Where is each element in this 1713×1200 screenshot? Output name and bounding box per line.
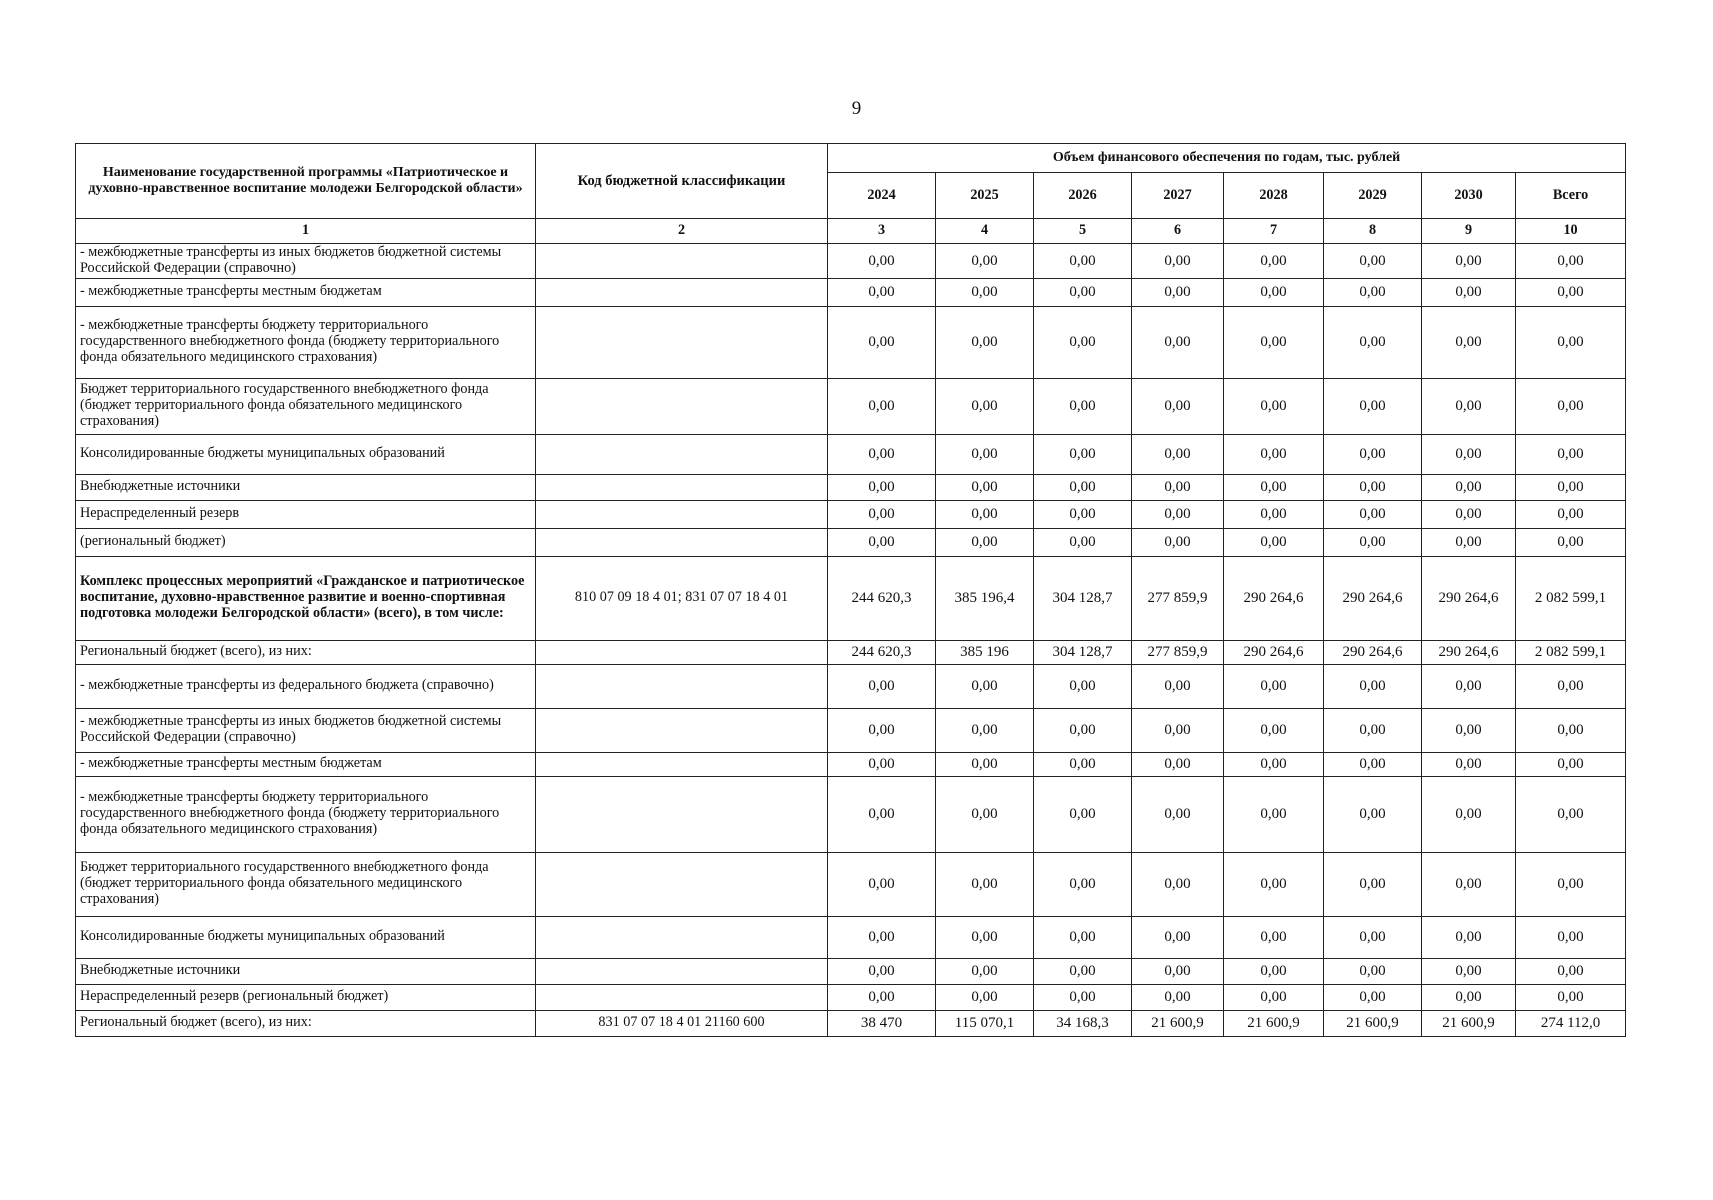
header-year-7: Всего [1516,173,1626,219]
row-name: Бюджет территориального государственного внебюджетного фонда (бюджет территориального фонда обязательного медицинского страхования) [76,378,536,434]
row-value-2029: 0,00 [1324,500,1422,528]
row-value-2027: 0,00 [1132,708,1224,752]
header-year-5: 2029 [1324,173,1422,219]
row-value-2030: 0,00 [1422,474,1516,500]
row-budget-code: 810 07 09 18 4 01; 831 07 07 18 4 01 [536,556,828,640]
row-value-Всего: 0,00 [1516,852,1626,916]
row-value-2026: 304 128,7 [1034,556,1132,640]
row-value-2029: 0,00 [1324,916,1422,958]
row-value-2027: 277 859,9 [1132,640,1224,664]
row-value-2024: 0,00 [828,916,936,958]
table-row [76,378,1626,434]
table-row [76,708,1626,752]
table-row [76,916,1626,958]
row-value-2026: 0,00 [1034,306,1132,378]
row-value-2029: 0,00 [1324,306,1422,378]
row-value-2030: 290 264,6 [1422,556,1516,640]
table-row [76,278,1626,306]
row-value-2030: 0,00 [1422,500,1516,528]
row-value-2030: 0,00 [1422,306,1516,378]
row-value-Всего: 0,00 [1516,474,1626,500]
financing-table [75,143,1626,1037]
row-value-2024: 0,00 [828,776,936,852]
row-name: Внебюджетные источники [76,474,536,500]
row-value-2027: 0,00 [1132,378,1224,434]
row-value-2028: 290 264,6 [1224,640,1324,664]
page-number: 9 [851,98,862,119]
row-value-2027: 0,00 [1132,916,1224,958]
row-value-2028: 0,00 [1224,434,1324,474]
row-value-2024: 0,00 [828,500,936,528]
row-budget-code [536,378,828,434]
row-name: - межбюджетные трансферты местным бюджетам [76,752,536,776]
row-value-Всего: 0,00 [1516,528,1626,556]
row-value-2026: 0,00 [1034,916,1132,958]
row-value-2030: 0,00 [1422,244,1516,279]
row-value-2029: 0,00 [1324,852,1422,916]
row-value-2029: 290 264,6 [1324,556,1422,640]
row-value-2028: 0,00 [1224,378,1324,434]
row-value-2024: 0,00 [828,664,936,708]
row-value-2026: 0,00 [1034,708,1132,752]
row-value-2024: 0,00 [828,378,936,434]
row-value-2028: 0,00 [1224,528,1324,556]
row-budget-code [536,640,828,664]
row-value-Всего: 0,00 [1516,434,1626,474]
row-name: Региональный бюджет (всего), из них: [76,1010,536,1036]
row-budget-code [536,752,828,776]
header-budget-code: Код бюджетной классификации [536,144,828,219]
row-value-2024: 0,00 [828,852,936,916]
row-value-2027: 0,00 [1132,752,1224,776]
row-value-Всего: 0,00 [1516,958,1626,984]
row-value-2028: 290 264,6 [1224,556,1324,640]
row-value-2024: 0,00 [828,306,936,378]
row-budget-code [536,916,828,958]
row-budget-code [536,958,828,984]
column-number-9: 10 [1516,219,1626,244]
row-name: Региональный бюджет (всего), из них: [76,640,536,664]
row-value-2026: 0,00 [1034,474,1132,500]
row-value-Всего: 0,00 [1516,752,1626,776]
row-value-2028: 0,00 [1224,474,1324,500]
row-value-2029: 0,00 [1324,278,1422,306]
row-value-2026: 0,00 [1034,984,1132,1010]
row-value-2024: 0,00 [828,278,936,306]
table-body [76,244,1626,1037]
row-value-2025: 0,00 [936,434,1034,474]
row-name: - межбюджетные трансферты из иных бюджетов бюджетной системы Российской Федерации (справочно) [76,708,536,752]
row-value-2028: 0,00 [1224,852,1324,916]
row-name: Бюджет территориального государственного внебюджетного фонда (бюджет территориального фонда обязательного медицинского страхования) [76,852,536,916]
row-value-2024: 0,00 [828,528,936,556]
row-value-2029: 0,00 [1324,752,1422,776]
row-budget-code [536,852,828,916]
row-value-2028: 0,00 [1224,278,1324,306]
row-value-2026: 0,00 [1034,776,1132,852]
row-value-2027: 0,00 [1132,984,1224,1010]
row-value-2026: 304 128,7 [1034,640,1132,664]
row-name: - межбюджетные трансферты местным бюджетам [76,278,536,306]
row-name: Консолидированные бюджеты муниципальных образований [76,434,536,474]
header-program-name: Наименование государственной программы «Патриотическое и духовно-нравственное воспитание молодежи Белгородской области» [76,144,536,219]
header-year-0: 2024 [828,173,936,219]
row-value-2029: 0,00 [1324,708,1422,752]
row-value-2027: 0,00 [1132,474,1224,500]
row-budget-code: 831 07 07 18 4 01 21160 600 [536,1010,828,1036]
table-row [76,958,1626,984]
row-value-2026: 0,00 [1034,378,1132,434]
row-value-2029: 0,00 [1324,958,1422,984]
row-value-2030: 0,00 [1422,708,1516,752]
row-value-2029: 0,00 [1324,434,1422,474]
row-value-2028: 0,00 [1224,708,1324,752]
row-budget-code [536,776,828,852]
row-value-Всего: 0,00 [1516,708,1626,752]
row-name: Комплекс процессных мероприятий «Гражданское и патриотическое воспитание, духовно-нравственное развитие и военно-спортивная подготовка молодежи Белгородской области» (всего), в том числе: [76,556,536,640]
row-budget-code [536,278,828,306]
row-value-2025: 0,00 [936,984,1034,1010]
row-value-2024: 38 470 [828,1010,936,1036]
row-name: - межбюджетные трансферты бюджету территориального государственного внебюджетного фонда (бюджету территориального фонда обязательного медицинского страхования) [76,776,536,852]
row-name: Нераспределенный резерв [76,500,536,528]
table-row [76,776,1626,852]
row-value-2026: 0,00 [1034,244,1132,279]
row-value-2027: 277 859,9 [1132,556,1224,640]
row-budget-code [536,434,828,474]
row-value-2028: 0,00 [1224,752,1324,776]
header-year-4: 2028 [1224,173,1324,219]
row-value-2026: 0,00 [1034,528,1132,556]
row-budget-code [536,708,828,752]
row-value-2030: 0,00 [1422,916,1516,958]
row-value-2024: 0,00 [828,958,936,984]
row-value-Всего: 0,00 [1516,306,1626,378]
column-number-1: 2 [536,219,828,244]
column-number-3: 4 [936,219,1034,244]
row-value-2029: 0,00 [1324,474,1422,500]
row-value-2025: 0,00 [936,378,1034,434]
row-value-2030: 21 600,9 [1422,1010,1516,1036]
row-name: - межбюджетные трансферты из федерального бюджета (справочно) [76,664,536,708]
table-row [76,434,1626,474]
row-value-2025: 0,00 [936,776,1034,852]
row-value-2027: 0,00 [1132,306,1224,378]
row-value-2029: 21 600,9 [1324,1010,1422,1036]
row-value-2030: 0,00 [1422,852,1516,916]
row-value-2028: 0,00 [1224,984,1324,1010]
row-budget-code [536,664,828,708]
row-value-2029: 290 264,6 [1324,640,1422,664]
header-year-2: 2026 [1034,173,1132,219]
row-name: - межбюджетные трансферты из иных бюджетов бюджетной системы Российской Федерации (справочно) [76,244,536,279]
row-value-2025: 0,00 [936,244,1034,279]
row-value-2026: 0,00 [1034,500,1132,528]
row-value-2029: 0,00 [1324,244,1422,279]
row-value-2027: 0,00 [1132,278,1224,306]
row-value-2025: 0,00 [936,306,1034,378]
row-value-Всего: 0,00 [1516,984,1626,1010]
row-value-Всего: 0,00 [1516,244,1626,279]
row-value-2030: 0,00 [1422,664,1516,708]
table-row [76,474,1626,500]
row-value-2030: 0,00 [1422,984,1516,1010]
header-year-1: 2025 [936,173,1034,219]
row-value-Всего: 0,00 [1516,378,1626,434]
row-value-2028: 0,00 [1224,664,1324,708]
row-value-2025: 0,00 [936,664,1034,708]
row-value-2028: 0,00 [1224,776,1324,852]
row-value-2027: 0,00 [1132,528,1224,556]
table-row [76,752,1626,776]
row-value-Всего: 0,00 [1516,916,1626,958]
row-value-2030: 0,00 [1422,278,1516,306]
table-row [76,528,1626,556]
row-value-2027: 0,00 [1132,958,1224,984]
row-value-2025: 0,00 [936,528,1034,556]
column-number-4: 5 [1034,219,1132,244]
row-budget-code [536,244,828,279]
row-value-2030: 0,00 [1422,528,1516,556]
column-number-6: 7 [1224,219,1324,244]
row-value-2030: 0,00 [1422,776,1516,852]
table-row [76,852,1626,916]
table-row [76,1010,1626,1036]
row-value-2025: 0,00 [936,278,1034,306]
row-value-2029: 0,00 [1324,664,1422,708]
row-value-2027: 0,00 [1132,434,1224,474]
header-funding-group: Объем финансового обеспечения по годам, тыс. рублей [828,144,1626,173]
row-value-2026: 0,00 [1034,664,1132,708]
row-value-2025: 0,00 [936,958,1034,984]
row-value-2025: 0,00 [936,474,1034,500]
row-value-2029: 0,00 [1324,378,1422,434]
row-value-2030: 0,00 [1422,752,1516,776]
row-value-2024: 0,00 [828,984,936,1010]
column-number-7: 8 [1324,219,1422,244]
row-value-2027: 0,00 [1132,500,1224,528]
table-row [76,664,1626,708]
row-value-Всего: 2 082 599,1 [1516,640,1626,664]
row-value-2025: 385 196 [936,640,1034,664]
row-value-2025: 0,00 [936,752,1034,776]
row-value-2026: 0,00 [1034,958,1132,984]
row-value-2027: 0,00 [1132,664,1224,708]
header-year-6: 2030 [1422,173,1516,219]
row-name: - межбюджетные трансферты бюджету территориального государственного внебюджетного фонда (бюджету территориального фонда обязательного медицинского страхования) [76,306,536,378]
row-value-Всего: 274 112,0 [1516,1010,1626,1036]
row-value-2028: 21 600,9 [1224,1010,1324,1036]
row-value-2024: 0,00 [828,752,936,776]
row-value-2030: 0,00 [1422,378,1516,434]
row-value-2027: 0,00 [1132,244,1224,279]
table-row [76,640,1626,664]
row-name: Консолидированные бюджеты муниципальных образований [76,916,536,958]
row-value-2027: 0,00 [1132,852,1224,916]
row-value-2028: 0,00 [1224,500,1324,528]
table-row [76,984,1626,1010]
header-year-3: 2027 [1132,173,1224,219]
row-value-2026: 0,00 [1034,752,1132,776]
row-value-2027: 21 600,9 [1132,1010,1224,1036]
row-value-Всего: 0,00 [1516,664,1626,708]
table-row [76,500,1626,528]
column-numbers-row [76,219,1626,244]
row-value-2025: 0,00 [936,500,1034,528]
row-value-2028: 0,00 [1224,306,1324,378]
column-number-0: 1 [76,219,536,244]
row-budget-code [536,474,828,500]
row-value-2030: 290 264,6 [1422,640,1516,664]
row-value-2029: 0,00 [1324,528,1422,556]
row-value-Всего: 0,00 [1516,278,1626,306]
row-value-2026: 34 168,3 [1034,1010,1132,1036]
row-value-2028: 0,00 [1224,958,1324,984]
row-value-2029: 0,00 [1324,984,1422,1010]
row-value-2026: 0,00 [1034,434,1132,474]
row-budget-code [536,984,828,1010]
row-budget-code [536,500,828,528]
row-name: (региональный бюджет) [76,528,536,556]
row-value-2025: 385 196,4 [936,556,1034,640]
row-name: Внебюджетные источники [76,958,536,984]
row-value-2024: 0,00 [828,708,936,752]
table-row [76,556,1626,640]
row-name: Нераспределенный резерв (региональный бюджет) [76,984,536,1010]
column-number-2: 3 [828,219,936,244]
row-value-2024: 0,00 [828,434,936,474]
column-number-5: 6 [1132,219,1224,244]
row-value-2028: 0,00 [1224,916,1324,958]
row-value-2024: 0,00 [828,244,936,279]
row-value-2025: 115 070,1 [936,1010,1034,1036]
row-value-2024: 0,00 [828,474,936,500]
row-budget-code [536,306,828,378]
column-number-8: 9 [1422,219,1516,244]
row-value-2025: 0,00 [936,916,1034,958]
row-value-2026: 0,00 [1034,852,1132,916]
table-row [76,306,1626,378]
row-value-2030: 0,00 [1422,434,1516,474]
table-row [76,244,1626,279]
row-value-2026: 0,00 [1034,278,1132,306]
row-value-2025: 0,00 [936,708,1034,752]
row-value-2028: 0,00 [1224,244,1324,279]
row-value-Всего: 0,00 [1516,776,1626,852]
row-value-2024: 244 620,3 [828,640,936,664]
row-value-2030: 0,00 [1422,958,1516,984]
row-value-2029: 0,00 [1324,776,1422,852]
row-value-2027: 0,00 [1132,776,1224,852]
header-row-1 [76,144,1626,173]
row-value-2024: 244 620,3 [828,556,936,640]
row-budget-code [536,528,828,556]
row-value-2025: 0,00 [936,852,1034,916]
row-value-Всего: 2 082 599,1 [1516,556,1626,640]
row-value-Всего: 0,00 [1516,500,1626,528]
